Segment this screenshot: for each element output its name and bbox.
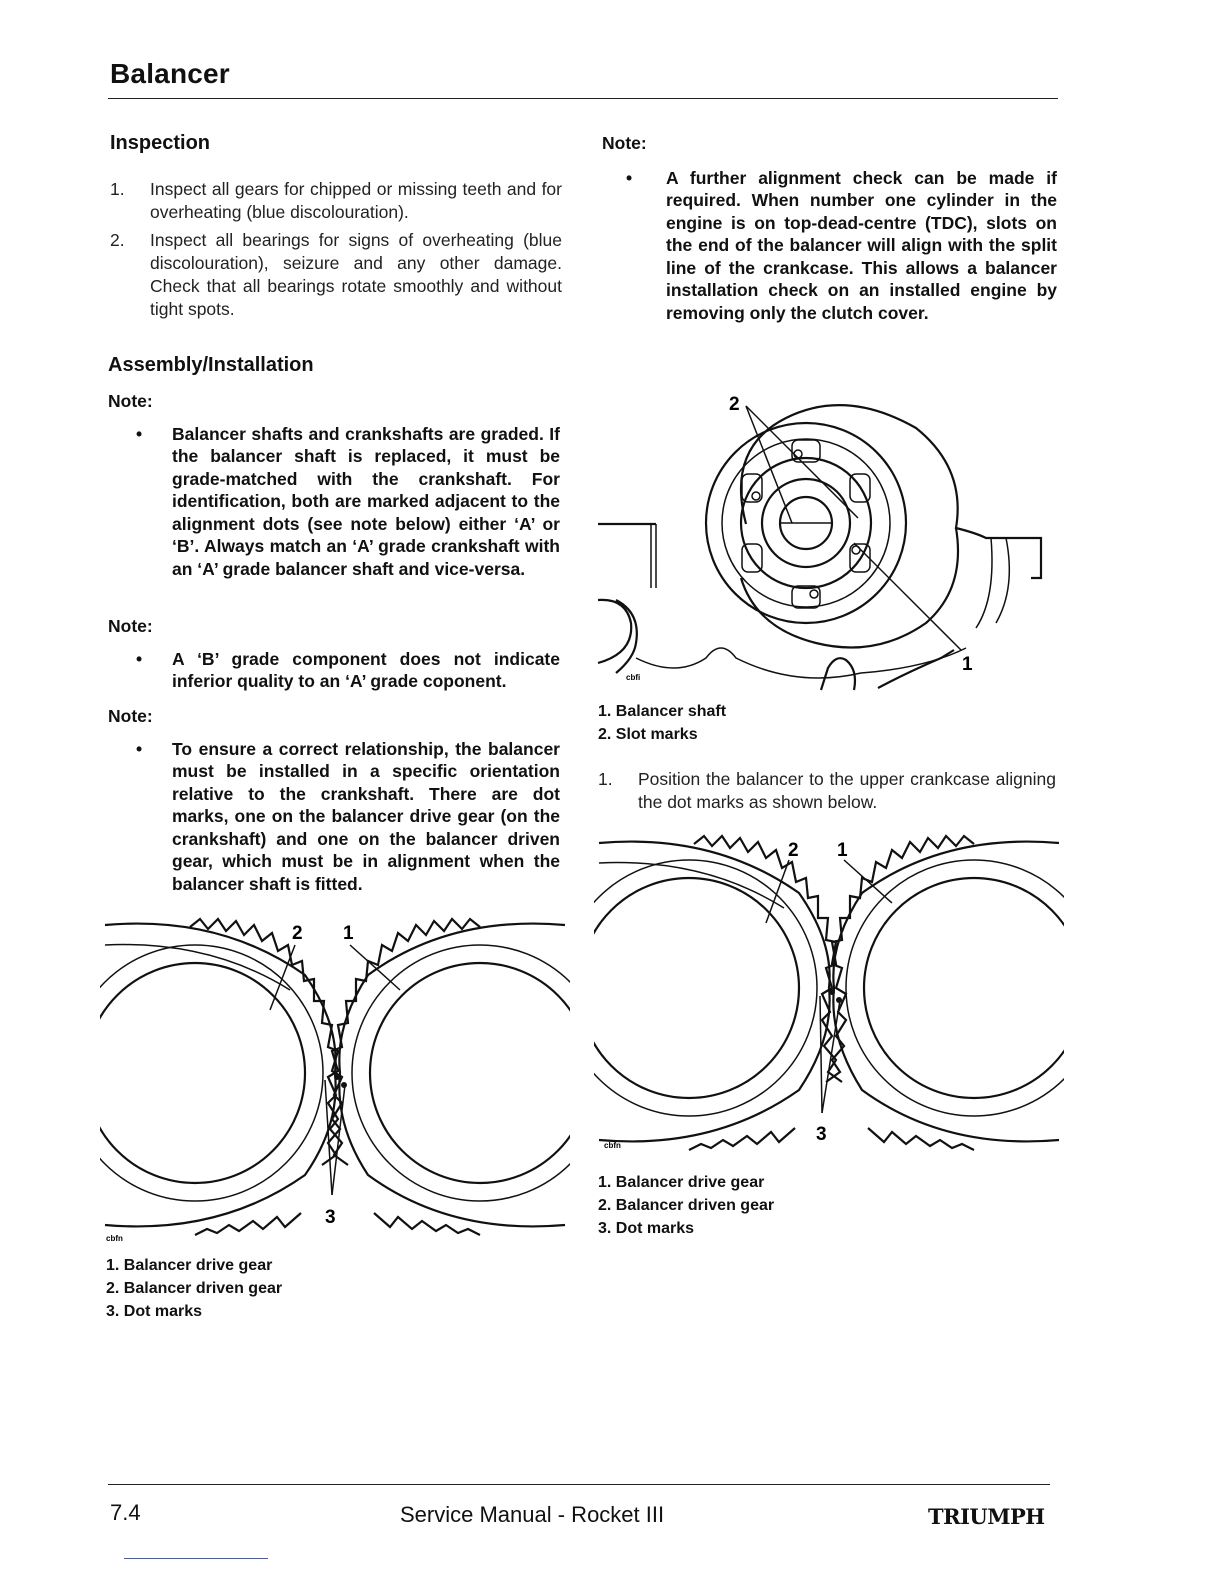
manual-title: Service Manual - Rocket III — [400, 1502, 665, 1527]
figure-code: cbfi — [626, 673, 641, 682]
note-block — [108, 705, 560, 895]
figure-caption-list — [598, 700, 726, 746]
footer-rule — [108, 1484, 1050, 1485]
gear-alignment-figure — [100, 905, 570, 1250]
callout-3: 3 — [816, 1124, 827, 1145]
header-rule — [108, 98, 1058, 99]
page-number: 7.4 — [110, 1500, 141, 1525]
link-underline — [124, 1558, 268, 1559]
note-bullet — [108, 423, 560, 581]
drive-gear-illustration — [100, 924, 336, 1227]
bullet-icon: • — [136, 648, 143, 669]
note-block — [108, 615, 560, 693]
installation-step — [598, 768, 1056, 814]
note-bullet — [108, 648, 560, 693]
caption-item: 2. Balancer driven gear — [598, 1197, 775, 1214]
caption-item: 1. Balancer drive gear — [106, 1257, 273, 1274]
caption-item: 2. Balancer driven gear — [106, 1280, 283, 1297]
step-number: 1. — [110, 179, 125, 199]
inspection-heading: Inspection — [110, 132, 211, 154]
note-label: Note: — [602, 133, 647, 153]
figure-code: cbfn — [106, 1234, 123, 1243]
balancer-bearing-illustration — [706, 423, 906, 623]
leader-lines — [746, 406, 961, 650]
gear-alignment-figure — [594, 828, 1064, 1168]
inspection-steps — [110, 178, 562, 321]
step-number: 1. — [598, 769, 613, 789]
callout-1: 1 — [962, 654, 973, 675]
caption-item: 3. Dot marks — [598, 1220, 695, 1237]
note-text: To ensure a correct relationship, the balancer must be installed in a specific orientation relative to the crankshaft. There are dot marks, one on the balancer drive gear (on the crankshaft) and one on the balancer driven gear, which must be in alignment when the balancer shaft is fitted. — [172, 738, 560, 894]
note-label: Note: — [108, 706, 153, 726]
bullet-icon: • — [136, 738, 143, 759]
callout-2: 2 — [788, 840, 799, 861]
driven-gear-illustration — [833, 842, 1064, 1142]
assembly-heading: Assembly/Installation — [108, 354, 314, 376]
note-bullet — [108, 738, 560, 896]
note-text: Balancer shafts and crankshafts are graded. If the balancer shaft is replaced, it must be grade-matched with the crankshaft. For identification, both are marked adjacent to the alignment dots (see note below) either ‘A’ or ‘B’. Always match an ‘A’ grade crankshaft with an ‘A’ grade balancer shaft and vice-versa. — [172, 423, 560, 579]
balancer-slot-figure — [596, 388, 1056, 693]
triumph-logo: TRIUMPH — [928, 1504, 1045, 1529]
note-label: Note: — [108, 616, 153, 636]
inspection-step — [110, 178, 562, 224]
step-number: 2. — [110, 230, 125, 250]
callout-3: 3 — [325, 1207, 336, 1228]
gear-teeth — [190, 919, 480, 1235]
callout-2: 2 — [729, 394, 740, 415]
step-text: Inspect all gears for chipped or missing teeth and for overheating (blue discolouration). — [150, 179, 562, 222]
bullet-icon: • — [626, 167, 633, 188]
figure-caption-list — [106, 1254, 282, 1323]
note-block — [108, 390, 560, 580]
inspection-step — [110, 229, 562, 321]
caption-item: 3. Dot marks — [106, 1303, 203, 1320]
note-block — [602, 132, 1057, 324]
figure-code: cbfn — [604, 1141, 621, 1150]
bullet-icon: • — [136, 423, 143, 444]
callout-1: 1 — [837, 840, 848, 861]
callout-2: 2 — [292, 923, 303, 944]
caption-item: 1. Balancer shaft — [598, 703, 727, 720]
figure-caption-list — [598, 1171, 774, 1240]
drive-gear-illustration — [594, 842, 830, 1142]
caption-item: 2. Slot marks — [598, 726, 698, 743]
gear-teeth — [689, 836, 974, 1150]
note-text: A ‘B’ grade component does not indicate inferior quality to an ‘A’ grade coponent. — [172, 648, 560, 691]
note-text: A further alignment check can be made if required. When number one cylinder in the engine is on top-dead-centre (TDC), slots on the end of the balancer will align with the split line of the crankcase. This allows a balancer installation check on an installed engine by removing only the clutch cover. — [666, 167, 1057, 323]
note-label: Note: — [108, 391, 153, 411]
note-bullet — [602, 167, 1057, 325]
step-text: Position the balancer to the upper crankcase aligning the dot marks as shown below. — [638, 769, 1056, 812]
callout-1: 1 — [343, 923, 354, 944]
driven-gear-illustration — [339, 924, 570, 1227]
caption-item: 1. Balancer drive gear — [598, 1174, 765, 1191]
step-text: Inspect all bearings for signs of overheating (blue discolouration), seizure and any other damage. Check that all bearings rotate smoothly and without tight spots. — [150, 230, 562, 319]
page-title: Balancer — [110, 58, 230, 89]
